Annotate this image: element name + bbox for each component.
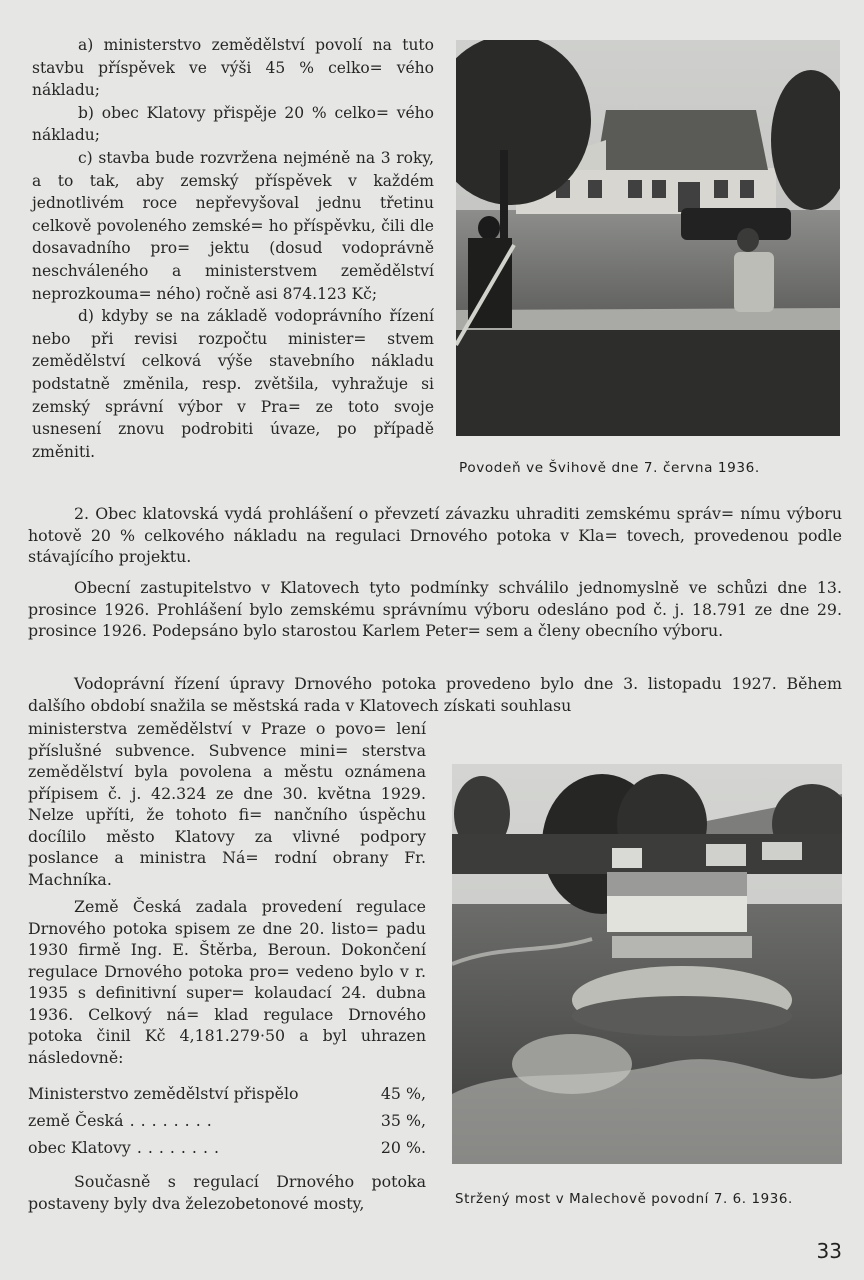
paragraph-water-law-text: Vodoprávní řízení úpravy Drnového potoka provedeno bylo dne 3. listopadu 1927. Během dalšího období snažila se městská rada v Klatovech získati souhlasu — [28, 674, 842, 715]
bridge-photo-malechov-image — [452, 764, 842, 1164]
paragraph-2 — [28, 503, 842, 568]
paragraph-bridges-text: Současně s regulací Drnového potoka postaveny byly dva železobetonové mosty, — [28, 1172, 426, 1213]
cost-row-dots — [305, 1080, 375, 1107]
cost-row-value: 20 %. — [380, 1138, 426, 1157]
paragraph-subsidy-text: ministerstva zemědělství v Praze o povo= lení příslušné subvence. Subvence mini= sterstva zemědělství byla povolena a městu oznámena přípisem č. j. 42.324 ze dne 30. května 1929. Nelze upříti, že tohoto fi= nančního úspěchu docílilo město Klatovy za vlivné podpory poslance a ministra Ná= rodní obrany Fr. Machníka. — [28, 719, 426, 889]
cost-row-label: obec Klatovy — [28, 1138, 131, 1157]
cost-row-value: 35 %, — [380, 1111, 426, 1130]
paragraph-water-law — [28, 673, 842, 716]
condition-a: a) ministerstvo zemědělství povolí na tuto stavbu příspěvek ve výši 45 % celko= vého nákladu; — [32, 36, 434, 100]
cost-row-dots: ........ — [136, 1138, 225, 1157]
condition-d: d) kdyby se na základě vodoprávního řízení nebo při revisi rozpočtu minister= stvem zemědělství celková výše stavebního nákladu podstatně změnila, resp. zvětšila, vyhražuje si zemský správní výbor v Pra= ze toto svoje usnesení znovu podrobiti úvaze, po případě změniti. — [32, 307, 434, 461]
paragraph-council — [28, 577, 842, 642]
cost-row-value: 45 %, — [380, 1084, 426, 1103]
flood-photo-svihov-image — [456, 40, 840, 436]
bridge-photo-malechov — [452, 764, 842, 1164]
cost-row-label: Ministerstvo zemědělství přispělo — [28, 1084, 299, 1103]
photo1-caption: Povodeň ve Švihově dne 7. června 1936. — [459, 460, 760, 476]
paragraph-council-text: Obecní zastupitelstvo v Klatovech tyto podmínky schválilo jednomyslně ve schůzi dne 13. prosince 1926. Prohlášení bylo zemskému správnímu výboru odesláno pod č. j. 18.791 ze dne 29. prosince 1926. Podepsáno bylo starostou Karlem Peter= sem a členy obecního výboru. — [28, 578, 842, 640]
page-number: 33 — [816, 1239, 842, 1263]
cost-row-dots: ........ — [129, 1111, 218, 1130]
flood-photo-svihov — [456, 40, 840, 436]
condition-c: c) stavba bude rozvržena nejméně na 3 roky, a to tak, aby zemský příspěvek v každém jednotlivém roce nepřevyšoval jednu třetinu celkově povoleného zemské= ho příspěvku, čili dle dosavadního pro= jektu (dosud vodoprávně neschváleného a ministerstvem zemědělství neprozkouma= ného) ročně asi 874.123 Kč; — [32, 148, 434, 303]
photo2-caption: Stržený most v Malechově povodní 7. 6. 1936. — [455, 1192, 793, 1207]
cost-row-label: země Česká — [28, 1111, 124, 1130]
paragraph-2-text: 2. Obec klatovská vydá prohlášení o převzetí závazku uhraditi zemskému správ= nímu výboru hotově 20 % celkového nákladu na regulaci Drnového potoka v Kla= tovech, provedenou podle stávajícího projektu. — [28, 504, 842, 566]
cost-row — [28, 1134, 426, 1161]
cost-breakdown — [28, 1080, 426, 1161]
paragraph-contract-text: Země Česká zadala provedení regulace Drnového potoka spisem ze dne 20. listo= padu 1930 firmě Ing. E. Štěrba, Beroun. Dokončení regulace Drnového potoka pro= vedeno bylo v r. 1935 s definitivní super= kolaudací 24. dubna 1936. Celkový ná= klad regulace Drnového potoka činil Kč 4,181.279·50 a byl uhrazen následovně: — [28, 897, 426, 1067]
cost-row — [28, 1107, 426, 1134]
conditions-list — [32, 34, 434, 463]
cost-row — [28, 1080, 426, 1107]
lower-left-column — [28, 718, 426, 1214]
condition-b: b) obec Klatovy přispěje 20 % celko= vého nákladu; — [32, 103, 434, 145]
